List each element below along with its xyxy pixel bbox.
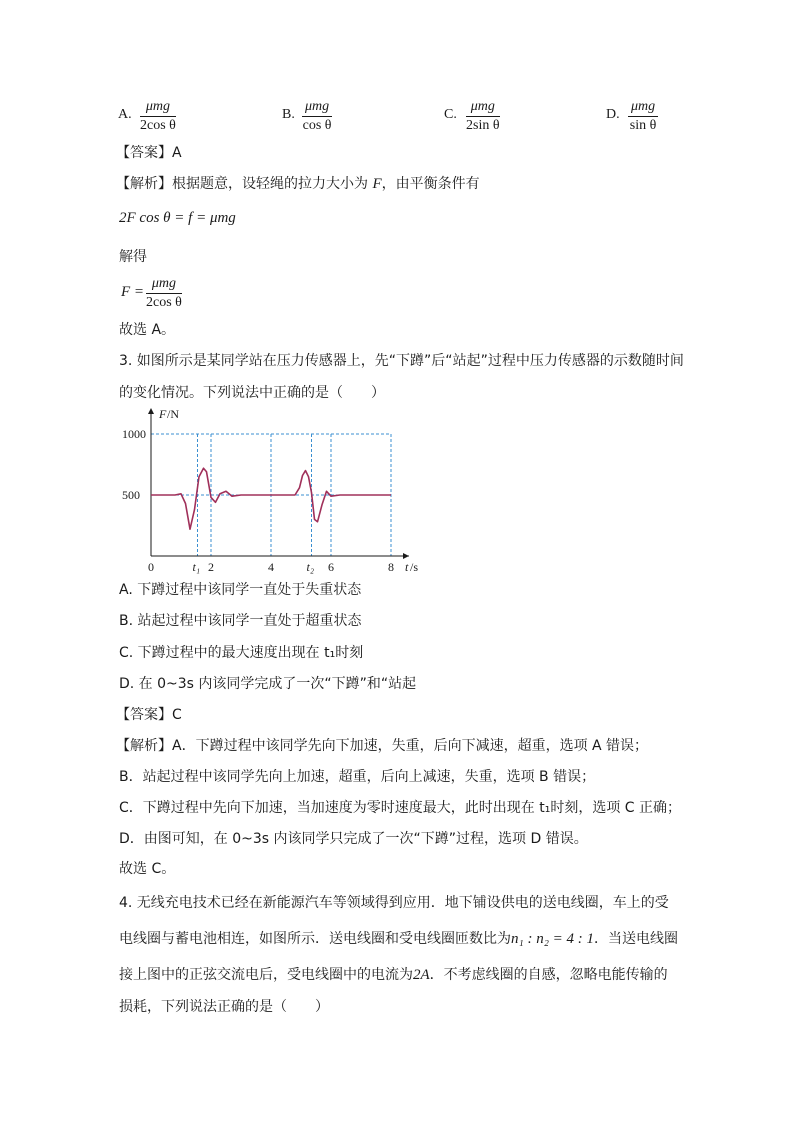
q4-line-4: 损耗，下列说法正确的是（ ） bbox=[119, 999, 329, 1015]
option-d-numerator: μmg bbox=[628, 98, 658, 117]
q3-option-c: C. 下蹲过程中的最大速度出现在 t₁时刻 bbox=[119, 645, 364, 661]
option-c-numerator: μmg bbox=[466, 98, 500, 117]
option-b-denominator: cos θ bbox=[302, 118, 332, 133]
option-c-letter: C. bbox=[444, 107, 457, 122]
analysis-text: 根据题意，设轻绳的拉力大小为 bbox=[172, 176, 368, 192]
q4-line-3-post: ．不考虑线圈的自感，忽略电能传输的 bbox=[429, 967, 668, 983]
q3-conclusion: 故选 C。 bbox=[119, 861, 176, 877]
option-d-letter: D. bbox=[606, 107, 620, 122]
x-tick-label: 0 bbox=[148, 560, 154, 574]
q3-option-b: B. 站起过程中该同学一直处于超重状态 bbox=[119, 613, 362, 629]
option-b-fraction bbox=[302, 98, 332, 135]
q2-conclusion: 故选 A。 bbox=[119, 322, 176, 338]
force-time-chart bbox=[110, 404, 430, 584]
q4-line-3-pre: 接上图中的正弦交流电后，受电线圈中的电流为 bbox=[119, 967, 413, 983]
y-axis-arrow bbox=[148, 408, 154, 414]
q4-line-2-post: ．当送电线圈 bbox=[594, 931, 679, 947]
q2-answer bbox=[116, 143, 182, 163]
y-tick-label-1000: 1000 bbox=[122, 427, 146, 441]
q4-line-1: 4. 无线充电技术已经在新能源汽车等领域得到应用．地下铺设供电的送电线圈，车上的受 bbox=[119, 895, 669, 911]
analysis-tail: ，由平衡条件有 bbox=[381, 176, 480, 192]
q3-option-d: D. 在 0~3s 内该同学完成了一次“下蹲”和“站起 bbox=[119, 676, 417, 692]
q4-line-3 bbox=[119, 965, 668, 985]
y-tick-label-500: 500 bbox=[122, 488, 140, 502]
option-c-fraction bbox=[466, 98, 500, 135]
x-axis-label-unit: /s bbox=[410, 560, 419, 574]
y-axis-label-var: F bbox=[159, 407, 167, 421]
q4-line-2-pre: 电线圈与蓄电池相连，如图所示．送电线圈和受电线圈匝数比为 bbox=[119, 931, 511, 947]
answer-value: C bbox=[172, 707, 182, 723]
y-axis-label-unit: /N bbox=[167, 407, 179, 421]
x-tick-label: 2 bbox=[208, 560, 214, 574]
option-a-fraction bbox=[140, 98, 176, 135]
q3-stem-line-1: 3. 如图所示是某同学站在压力传感器上，先“下蹲”后“站起”过程中压力传感器的示数随时间 bbox=[119, 353, 684, 369]
q4-line-2 bbox=[119, 929, 678, 949]
answer-label: 【答案】 bbox=[116, 145, 172, 161]
q3-option-a: A. 下蹲过程中该同学一直处于失重状态 bbox=[119, 582, 362, 598]
option-c-denominator: 2sin θ bbox=[466, 118, 500, 133]
answer-value: A bbox=[172, 145, 182, 161]
result-numerator: μmg bbox=[146, 275, 182, 294]
q2-result-lhs: F = bbox=[121, 284, 145, 300]
q2-result-fraction bbox=[146, 275, 182, 312]
q3-answer bbox=[116, 705, 182, 725]
result-denominator: 2cos θ bbox=[146, 295, 182, 310]
q3-analysis-line-1 bbox=[116, 736, 648, 756]
q4-current: 2A bbox=[413, 967, 430, 983]
option-a-numerator: μmg bbox=[140, 98, 176, 117]
q4-turns-ratio: n₁ : n₂ = 4 : 1 bbox=[511, 931, 595, 947]
x-tick-label: 8 bbox=[388, 560, 394, 574]
q3-analysis-line-3: C．下蹲过程中先向下加速，当加速度为零时速度最大，此时出现在 t₁时刻，选项 C 正确； bbox=[119, 800, 682, 816]
x-axis-arrow bbox=[403, 553, 409, 559]
analysis-label: 【解析】 bbox=[116, 176, 172, 192]
x-tick-label: t₁ bbox=[192, 560, 201, 574]
option-b-letter: B. bbox=[282, 107, 295, 122]
option-a-letter: A. bbox=[118, 107, 132, 122]
q2-equation: 2F cos θ = f = μmg bbox=[119, 210, 236, 226]
chart-plot bbox=[122, 407, 418, 574]
analysis-text: A．下蹲过程中该同学先向下加速，失重，后向下减速，超重，选项 A 错误； bbox=[172, 738, 649, 754]
answer-label: 【答案】 bbox=[116, 707, 172, 723]
x-axis-label-var: t bbox=[405, 560, 409, 574]
x-tick-label: t₂ bbox=[306, 560, 315, 574]
q2-analysis bbox=[116, 174, 480, 194]
q3-stem-line-2: 的变化情况。下列说法中正确的是（ ） bbox=[119, 385, 385, 401]
q3-analysis-line-4: D．由图可知，在 0~3s 内该同学只完成了一次“下蹲”过程，选项 D 错误。 bbox=[119, 831, 588, 847]
x-tick-label: 4 bbox=[268, 560, 274, 574]
q3-analysis-line-2: B．站起过程中该同学先向上加速，超重，后向上减速，失重，选项 B 错误； bbox=[119, 769, 596, 785]
option-d-denominator: sin θ bbox=[629, 118, 657, 133]
analysis-variable: F bbox=[372, 176, 382, 192]
analysis-label: 【解析】 bbox=[116, 738, 172, 754]
q2-solve-text: 解得 bbox=[119, 249, 147, 265]
option-d-fraction bbox=[628, 98, 658, 135]
option-a-denominator: 2cos θ bbox=[140, 118, 176, 133]
x-tick-label: 6 bbox=[328, 560, 334, 574]
option-b-numerator: μmg bbox=[302, 98, 332, 117]
